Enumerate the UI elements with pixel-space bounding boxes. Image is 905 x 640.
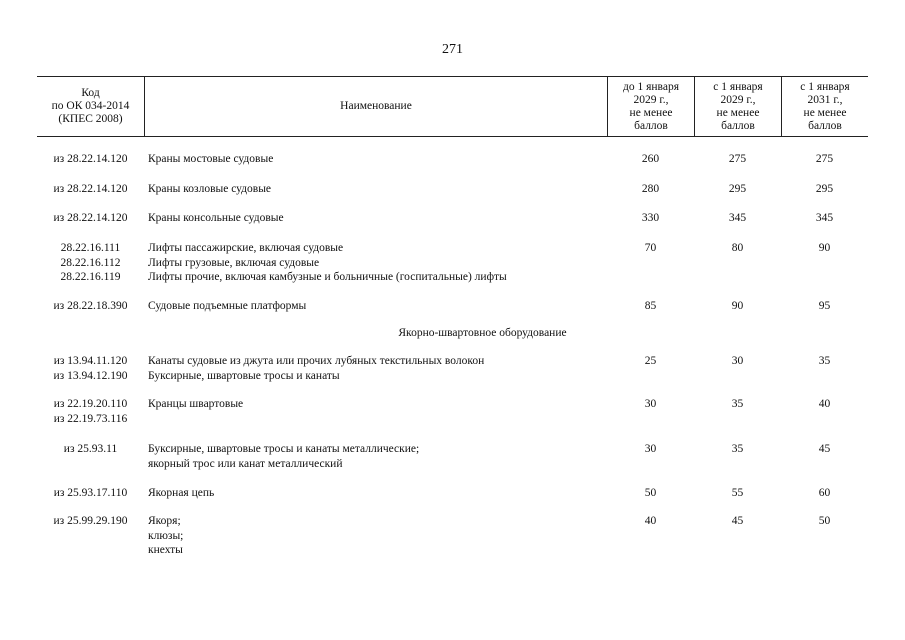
row-code: из 13.94.12.190	[53, 369, 128, 382]
header-col2-line: баллов	[721, 119, 755, 132]
row-code: из 28.22.14.120	[53, 183, 128, 195]
header-col2-line: с 1 января	[713, 80, 763, 93]
row-name: Судовые подъемные платформы	[148, 300, 307, 312]
section-title: Якорно-швартовное оборудование	[398, 327, 567, 339]
row-value-1: 280	[641, 183, 660, 195]
row-name: Краны консольные судовые	[148, 212, 284, 224]
row-code: из 28.22.14.120	[53, 153, 128, 165]
header-col2-line: 2029 г.,	[720, 93, 756, 106]
row-code: из 25.99.29.190	[53, 515, 128, 527]
table-row	[37, 354, 868, 383]
row-value-1: 70	[644, 242, 657, 254]
row-value-2: 45	[731, 515, 744, 527]
row-value-1: 50	[644, 487, 657, 499]
row-value-3: 45	[818, 443, 831, 455]
row-value-2: 90	[731, 300, 744, 312]
table-row	[37, 241, 868, 285]
row-code: из 13.94.11.120	[53, 355, 128, 367]
row-value-3: 50	[818, 515, 831, 527]
header-col2	[694, 77, 781, 136]
row-name: Канаты судовые из джута или прочих лубяных текстильных волокон	[148, 355, 485, 367]
header-col1	[607, 77, 694, 136]
header-col3	[781, 77, 868, 136]
row-value-1: 85	[644, 300, 657, 312]
table-row	[37, 299, 868, 314]
page-number: 271	[442, 42, 463, 57]
table-row	[37, 152, 868, 167]
row-code: из 22.19.73.116	[53, 412, 128, 425]
row-value-2: 35	[731, 443, 744, 455]
row-name: Буксирные, швартовые тросы и канаты металлические;	[148, 443, 420, 455]
header-col3-line: не менее	[803, 106, 847, 119]
row-code: из 25.93.11	[63, 443, 118, 455]
row-value-3: 295	[815, 183, 834, 195]
header-col3-line: с 1 января	[800, 80, 850, 93]
row-name: Кранцы швартовые	[148, 398, 244, 410]
table-header	[37, 76, 868, 137]
row-code: 28.22.16.112	[60, 256, 121, 269]
row-value-2: 35	[731, 398, 744, 410]
row-value-1: 30	[644, 398, 657, 410]
row-name: Якоря;	[148, 515, 181, 527]
row-name: Лифты грузовые, включая судовые	[148, 256, 320, 269]
row-value-1: 25	[644, 355, 657, 367]
table-row	[37, 182, 868, 197]
header-code-line: (КПЕС 2008)	[58, 113, 123, 125]
row-name: кнехты	[148, 544, 183, 556]
row-value-3: 90	[818, 242, 831, 254]
header-col1-line: 2029 г.,	[633, 93, 669, 106]
row-code: из 22.19.20.110	[53, 398, 128, 410]
row-value-1: 40	[644, 515, 657, 527]
row-name: клюзы;	[148, 529, 184, 542]
row-value-2: 345	[728, 212, 747, 224]
row-code: из 28.22.14.120	[53, 212, 128, 224]
header-code-line: Код	[81, 87, 100, 99]
row-value-2: 80	[731, 242, 744, 254]
table-row	[37, 514, 868, 558]
equipment-table	[37, 76, 868, 556]
row-name: Лифты пассажирские, включая судовые	[148, 242, 344, 254]
row-name: якорный трос или канат металлический	[148, 457, 343, 470]
header-col3-line: баллов	[808, 119, 842, 132]
header-col1-line: до 1 января	[623, 80, 679, 93]
table-row	[37, 486, 868, 501]
row-value-1: 330	[641, 212, 660, 224]
row-name: Лифты прочие, включая камбузные и больничные (госпитальные) лифты	[148, 271, 507, 283]
header-code	[37, 77, 144, 136]
row-value-3: 275	[815, 153, 834, 165]
row-value-2: 55	[731, 487, 744, 499]
row-value-2: 30	[731, 355, 744, 367]
row-value-1: 30	[644, 443, 657, 455]
row-name: Якорная цепь	[148, 487, 215, 499]
header-code-line: по ОК 034-2014	[51, 100, 130, 112]
row-code: 28.22.16.111	[60, 242, 121, 254]
row-code: 28.22.16.119	[60, 271, 121, 283]
table-row	[37, 397, 868, 426]
row-value-2: 275	[728, 153, 747, 165]
header-col3-line: 2031 г.,	[807, 93, 843, 106]
header-name: Наименование	[144, 77, 607, 136]
row-value-3: 35	[818, 355, 831, 367]
row-name: Буксирные, швартовые тросы и канаты	[148, 369, 340, 382]
row-value-3: 345	[815, 212, 834, 224]
row-value-1: 260	[641, 153, 660, 165]
header-col1-line: баллов	[634, 119, 668, 132]
row-value-3: 95	[818, 300, 831, 312]
header-col2-line: не менее	[716, 106, 760, 119]
row-code: из 28.22.18.390	[53, 300, 128, 312]
header-col1-line: не менее	[629, 106, 673, 119]
row-value-3: 60	[818, 487, 831, 499]
table-row	[37, 211, 868, 226]
row-value-2: 295	[728, 183, 747, 195]
row-name: Краны мостовые судовые	[148, 153, 274, 165]
row-code: из 25.93.17.110	[53, 487, 128, 499]
table-row	[37, 442, 868, 471]
row-name: Краны козловые судовые	[148, 183, 272, 195]
row-value-3: 40	[818, 398, 831, 410]
